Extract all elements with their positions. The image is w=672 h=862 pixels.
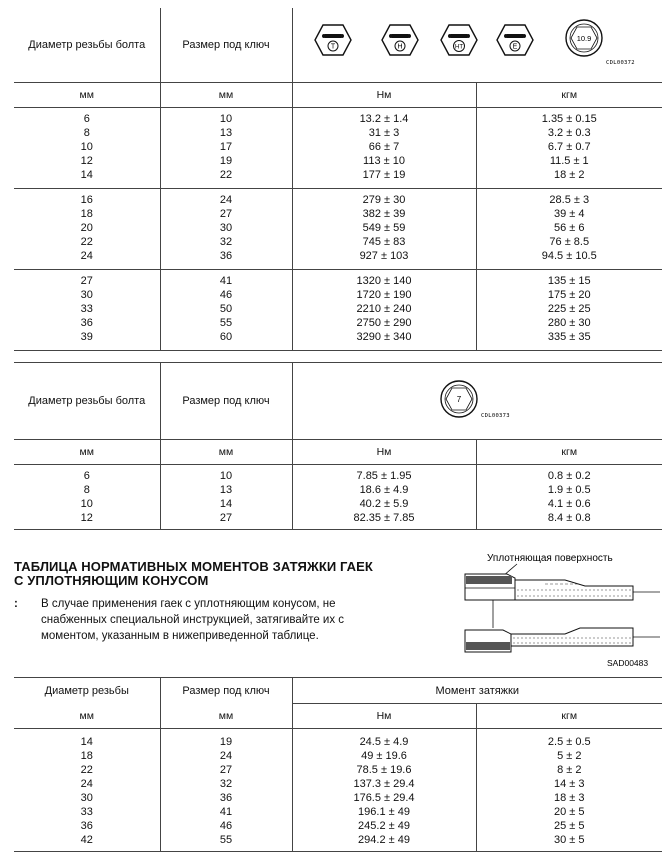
cell-torque-nm: 49 ± 19.6 [292,749,476,763]
table-row [14,833,662,852]
section-note [14,596,384,644]
cell-torque-nm: 294.2 ± 49 [292,833,476,852]
cell-wrench-size: 27 [160,511,292,530]
unit-kgm: кгм [476,83,662,108]
cell-diameter: 10 [80,141,93,153]
table-row [14,302,662,316]
bolt-mark-109: 10.9 [576,34,591,43]
torque-table-standard-bolts [14,8,662,351]
cell-torque-kgm: 6.7 ± 0.7 [476,140,662,154]
table-row [14,819,662,833]
cell-torque-kgm: 225 ± 25 [476,302,662,316]
sealing-surface-label: Уплотняющая поверхность [487,553,613,564]
bolt-mark-e: E [512,43,517,51]
cell-torque-kgm: 5 ± 2 [476,749,662,763]
note-text: В случае применения гаек с уплотняющим конусом, не снабженных специальной инструкцией, затягивайте их с моментом, указанным в нижеприведенной таблице. [41,598,345,642]
bolt-mark-t: T [330,43,335,51]
cell-diameter: 30 [80,289,93,301]
header-wrench-size: Размер под ключ [160,8,292,83]
cell-wrench-size: 14 [160,497,292,511]
table-row [14,221,662,235]
cell-torque-kgm: 94.5 ± 10.5 [476,249,662,270]
table-row [14,270,662,289]
cell-torque-kgm: 4.1 ± 0.6 [476,497,662,511]
bolt-head-7-figure [293,363,663,439]
cell-diameter: 22 [80,764,93,776]
cell-torque-kgm: 14 ± 3 [476,777,662,791]
torque-table-grade7-bolts [14,362,662,530]
diagram-code: CDL00373 [480,413,510,419]
cell-diameter: 6 [83,113,90,125]
cell-wrench-size: 30 [160,221,292,235]
cell-torque-kgm: 28.5 ± 3 [476,189,662,208]
bolt-head-109-icon [566,20,602,56]
cell-diameter: 18 [80,208,93,220]
table-row [14,189,662,208]
table-row [14,497,662,511]
cell-diameter: 18 [80,750,93,762]
cell-diameter: 39 [14,330,160,351]
table-row [14,207,662,221]
cell-wrench-size: 19 [160,154,292,168]
sealing-cone-nut-diagram [455,548,665,673]
cell-torque-nm: 3290 ± 340 [292,330,476,351]
cell-torque-kgm: 56 ± 6 [476,221,662,235]
torque-table-cone-nuts [14,677,662,852]
cell-torque-kgm: 175 ± 20 [476,288,662,302]
table-row [14,729,662,750]
bolt-mark-h: H [396,43,403,51]
cell-torque-nm: 196.1 ± 49 [292,805,476,819]
cell-torque-kgm: 280 ± 30 [476,316,662,330]
table-row [14,140,662,154]
cell-torque-nm: 927 ± 103 [292,249,476,270]
unit-mm: мм [160,83,292,108]
cell-wrench-size: 27 [160,763,292,777]
unit-kgm: кгм [476,440,662,465]
cell-torque-kgm: 135 ± 15 [476,270,662,289]
bolt-head-t-icon [315,25,351,55]
cell-wrench-size: 13 [160,483,292,497]
cell-torque-nm: 7.85 ± 1.95 [292,465,476,484]
bolt-head-icons [292,8,662,83]
cell-torque-kgm: 1.35 ± 0.15 [476,108,662,127]
cell-torque-kgm: 25 ± 5 [476,819,662,833]
table-row [14,763,662,777]
cell-wrench-size: 22 [160,168,292,189]
cell-torque-kgm: 8.4 ± 0.8 [476,511,662,530]
cell-wrench-size: 19 [160,729,292,750]
cell-wrench-size: 41 [160,805,292,819]
bolt-head-ht-icon [441,25,477,55]
cell-diameter: 24 [14,249,160,270]
diagram-code: CDL00372 [605,60,635,66]
cell-wrench-size: 10 [160,108,292,127]
cell-diameter: 12 [80,155,93,167]
table-row [14,168,662,189]
cell-torque-nm: 1320 ± 140 [292,270,476,289]
cell-wrench-size: 36 [160,791,292,805]
header-wrench-size: Размер под ключ [160,363,292,440]
table-row [14,465,662,484]
cell-diameter: 14 [14,168,160,189]
cell-diameter: 33 [80,806,93,818]
cell-torque-nm: 113 ± 10 [292,154,476,168]
cell-wrench-size: 55 [160,316,292,330]
cell-torque-kgm: 3.2 ± 0.3 [476,126,662,140]
cell-torque-nm: 31 ± 3 [292,126,476,140]
cell-torque-nm: 2750 ± 290 [292,316,476,330]
cell-wrench-size: 32 [160,777,292,791]
section-title [14,560,373,588]
cell-diameter: 16 [80,194,93,206]
unit-mm: мм [14,704,160,729]
cell-torque-nm: 40.2 ± 5.9 [292,497,476,511]
cell-diameter: 27 [80,275,93,287]
bolt-head-7-icon [441,381,477,417]
cell-torque-nm: 176.5 ± 29.4 [292,791,476,805]
cell-torque-kgm: 76 ± 8.5 [476,235,662,249]
cell-diameter: 12 [14,511,160,530]
cell-torque-kgm: 30 ± 5 [476,833,662,852]
unit-nm: Нм [292,704,476,729]
cell-torque-nm: 1720 ± 190 [292,288,476,302]
cell-torque-kgm: 18 ± 2 [476,168,662,189]
cell-diameter: 33 [80,303,93,315]
cell-wrench-size: 10 [160,465,292,484]
diagram-code: SAD00483 [607,658,649,668]
cell-torque-nm: 82.35 ± 7.85 [292,511,476,530]
cell-diameter: 8 [83,127,90,139]
cell-wrench-size: 17 [160,140,292,154]
cell-torque-nm: 13.2 ± 1.4 [292,108,476,127]
bolt-head-h-icon [382,25,418,55]
cell-wrench-size: 13 [160,126,292,140]
bolt-head-icon-cell [292,363,662,440]
table-row [14,330,662,351]
cell-wrench-size: 32 [160,235,292,249]
cell-wrench-size: 46 [160,288,292,302]
cell-wrench-size: 24 [160,749,292,763]
cell-wrench-size: 41 [160,270,292,289]
cell-torque-nm: 279 ± 30 [292,189,476,208]
unit-nm: Нм [292,440,476,465]
cell-diameter: 22 [80,236,93,248]
cell-diameter: 36 [80,820,93,832]
cell-torque-nm: 2210 ± 240 [292,302,476,316]
bolt-head-marks-figure [293,8,663,82]
cell-torque-kgm: 2.5 ± 0.5 [476,729,662,750]
unit-nm: Нм [292,83,476,108]
table-row [14,108,662,127]
table-row [14,288,662,302]
cell-torque-nm: 18.6 ± 4.9 [292,483,476,497]
table-row [14,791,662,805]
cell-diameter: 14 [80,736,93,748]
cell-torque-kgm: 1.9 ± 0.5 [476,483,662,497]
cell-wrench-size: 60 [160,330,292,351]
unit-mm: мм [14,83,160,108]
cell-torque-kgm: 0.8 ± 0.2 [476,465,662,484]
cell-torque-nm: 382 ± 39 [292,207,476,221]
table-row [14,749,662,763]
cell-torque-nm: 66 ± 7 [292,140,476,154]
cell-torque-nm: 24.5 ± 4.9 [292,729,476,750]
table-row [14,316,662,330]
cell-torque-kgm: 11.5 ± 1 [476,154,662,168]
cell-diameter: 8 [83,484,90,496]
cell-diameter: 6 [83,470,90,482]
unit-mm: мм [14,440,160,465]
unit-mm: мм [160,704,292,729]
cell-diameter: 36 [80,317,93,329]
cell-wrench-size: 46 [160,819,292,833]
cell-torque-nm: 745 ± 83 [292,235,476,249]
cell-torque-kgm: 8 ± 2 [476,763,662,777]
table-row [14,154,662,168]
cell-diameter: 20 [80,222,93,234]
cell-wrench-size: 36 [160,249,292,270]
note-bullet: : [14,598,18,610]
cell-diameter: 30 [80,792,93,804]
table-row [14,235,662,249]
section-title-line2: С УПЛОТНЯЮЩИМ КОНУСОМ [14,573,209,588]
cell-diameter: 42 [14,833,160,852]
header-wrench-size: Размер под ключ [160,678,292,704]
table-row [14,249,662,270]
table-row [14,126,662,140]
table-row [14,483,662,497]
header-bolt-diameter: Диаметр резьбы болта [14,363,160,440]
cell-wrench-size: 27 [160,207,292,221]
cell-wrench-size: 50 [160,302,292,316]
cell-torque-nm: 549 ± 59 [292,221,476,235]
cell-wrench-size: 24 [160,189,292,208]
header-bolt-diameter: Диаметр резьбы болта [28,39,146,51]
cell-torque-nm: 137.3 ± 29.4 [292,777,476,791]
cell-torque-kgm: 18 ± 3 [476,791,662,805]
cell-torque-nm: 245.2 ± 49 [292,819,476,833]
header-thread-diameter: Диаметр резьбы [14,678,160,704]
cell-wrench-size: 55 [160,833,292,852]
cell-torque-kgm: 20 ± 5 [476,805,662,819]
bolt-head-e-icon [497,25,533,55]
cell-diameter: 10 [80,498,93,510]
bolt-mark-7: 7 [456,395,461,404]
section-title-line1: ТАБЛИЦА НОРМАТИВНЫХ МОМЕНТОВ ЗАТЯЖКИ ГАЕК [14,559,373,574]
cell-torque-nm: 177 ± 19 [292,168,476,189]
bolt-mark-ht: HT [454,44,463,51]
cell-diameter: 24 [80,778,93,790]
cell-torque-kgm: 39 ± 4 [476,207,662,221]
table-row [14,511,662,530]
cell-torque-nm: 78.5 ± 19.6 [292,763,476,777]
table-row [14,777,662,791]
header-torque: Момент затяжки [292,678,662,704]
cell-torque-kgm: 335 ± 35 [476,330,662,351]
unit-mm: мм [160,440,292,465]
unit-kgm: кгм [476,704,662,729]
table-row [14,805,662,819]
